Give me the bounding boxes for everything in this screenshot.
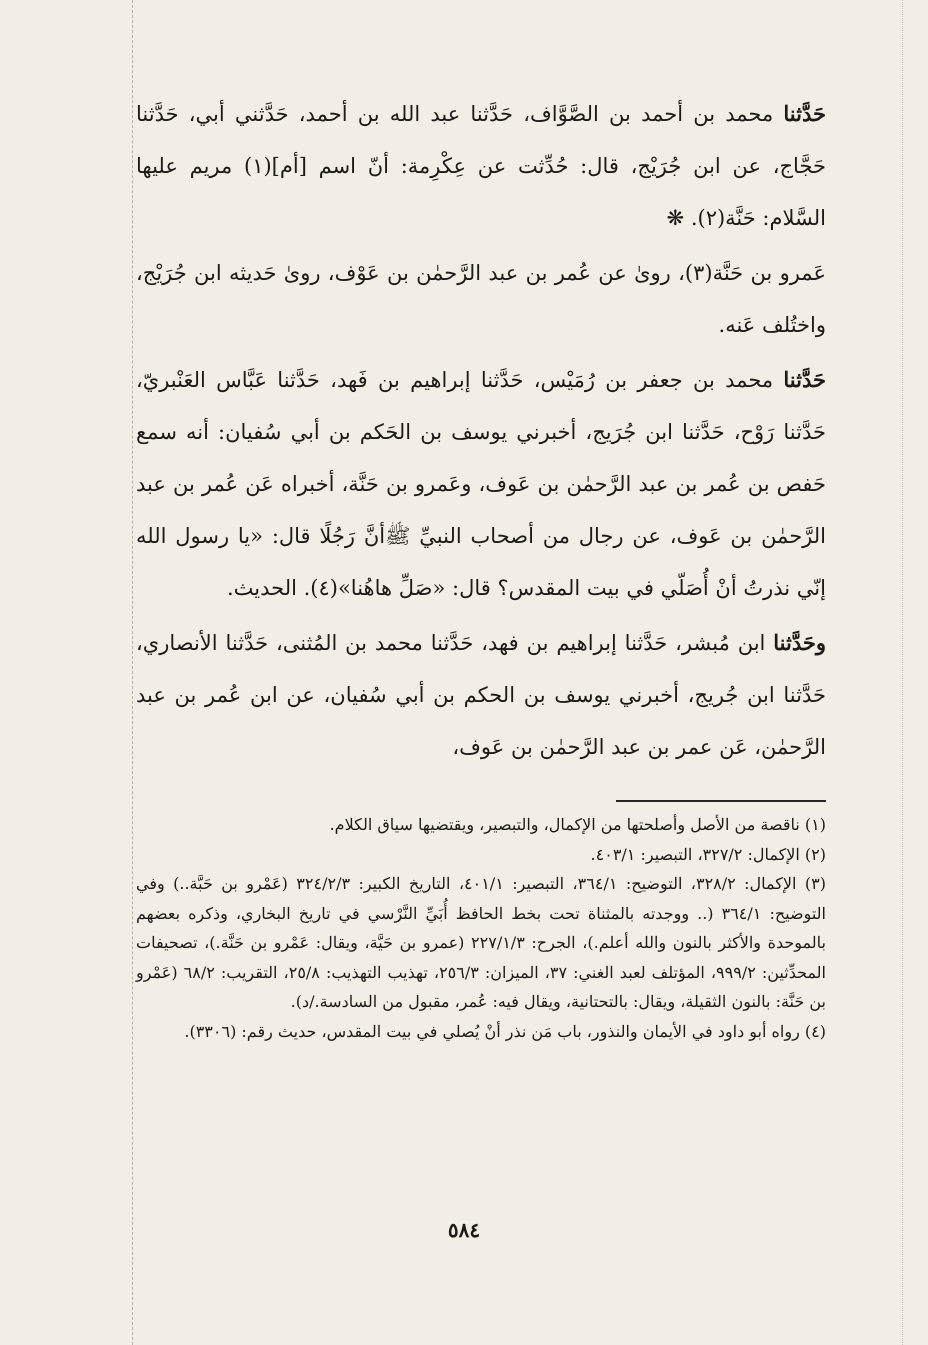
paragraph-3 [136, 354, 826, 614]
footnote-4-number: (٤) [804, 1021, 826, 1041]
footnote-1-text: ناقصة من الأصل وأصلحتها من الإكمال، والتبصير، ويقتضيها سياق الكلام. [329, 815, 800, 834]
paragraph-1 [136, 88, 826, 244]
footnote-4 [136, 1017, 826, 1047]
paragraph-3-lead: حَدَّثنا [783, 367, 826, 392]
footnote-1-number: (١) [804, 815, 826, 834]
footnotes [136, 810, 826, 1046]
paragraph-2-text: عَمرو بن حَنَّة(٣)، روىٰ عن عُمر بن عبد الرَّحمٰن بن عَوْف، روىٰ حَديثه ابن جُرَيْج، واختُلف عَنه. [136, 261, 826, 337]
paragraph-1-text: محمد بن أحمد بن الصَّوَّاف، حَدَّثنا عبد الله بن أحمد، حَدَّثني أبي، حَدَّثنا حَجَّاج، عن ابن جُرَيْج، قال: حُدِّثت عن عِكْرِمة: أنّ اسم [أم](١) مريم عليها السَّلام: حَنَّة(٢). ❋ [136, 102, 826, 230]
paragraph-4 [136, 617, 826, 773]
footnote-2 [136, 840, 826, 870]
footnote-1 [136, 810, 826, 840]
paragraph-4-lead: وحَدَّثنا [773, 630, 826, 655]
footnote-3-number: (٣) [804, 874, 827, 893]
footnote-3 [136, 869, 826, 1017]
scan-edge-left [132, 0, 133, 1345]
paragraph-4-text: ابن مُبشر، حَدَّثنا إبراهيم بن فهد، حَدَّثنا محمد بن المُثنى، حَدَّثنا الأنصاري، حَدَّثنا ابن جُريج، أخبرني يوسف بن الحكم بن أبي سُفيان، عن ابن عُمر بن عبد الرَّحمٰن، عَن عمر بن عبد الرَّحمٰن بن عَوف، [136, 631, 826, 759]
footnote-2-number: (٢) [804, 844, 826, 864]
footnote-3-text: الإكمال: ٣٢٨/٢، التوضيح: ٣٦٤/١، التبصير: ٤٠١/١، التاريخ الكبير: ٣٢٤/٢/٣ (عَمْرو بن حَبَّة..) وفي التوضيح: ٣٦٤/١ (.. ووجدته بالمثناة تحت بخط الحافظ أُبَيِّ النَّرْسي في تاريخ البخاري، وذكره بعضهم بالموحدة والأكثر بالنون والله أعلم.)، الجرح: ٢٢٧/١/٣ (عمرو بن حَيَّة، ويقال: عَمْرو بن حَنَّة.)، تصحيفات المحدِّثين: ٩٩٩/٢، المؤتلف لعبد الغني: ٣٧، الميزان: ٢٥٦/٣، تهذيب التهذيب: ٢٥/٨، التقريب: ٦٨/٢ (عَمْرو بن حَنَّة: بالنون الثقيلة، ويقال: بالتحتانية، ويقال فيه: عُمر، مقبول من السادسة./د). [136, 874, 826, 1011]
footnote-4-text: رواه أبو داود في الأيمان والنذور، باب مَن نذر أنْ يُصلي في بيت المقدس، حديث رقم: (٣٣٠٦). [184, 1021, 800, 1041]
page-number: ٥٨٤ [447, 1218, 481, 1242]
paragraph-3-text: محمد بن جعفر بن رُمَيْس، حَدَّثنا إبراهيم بن فَهد، حَدَّثنا عَبَّاس العَنْبريّ، حَدَّثنا رَوْح، حَدَّثنا ابن جُرَيج، أخبرني يوسف بن الحَكم بن أبي سُفيان: أنه سمع حَفص بن عُمر بن عبد الرَّحمٰن بن عَوف، وعَمرو بن حَنَّة، أخبراه عَن عُمر بن عبد الرَّحمٰن بن عَوف، عن رجال من أصحاب النبيِّ ﷺأنَّ رَجُلًا قال: «يا رسول الله إنّي نذرتُ أنْ أُصَلّي في بيت المقدس؟ قال: «صَلِّ هاهُنا»(٤). الحديث. [136, 368, 826, 600]
footnote-2-text: الإكمال: ٣٢٧/٢، التبصير: ٤٠٣/١. [590, 844, 800, 864]
main-text [136, 88, 826, 773]
paragraph-1-lead: حَدَّثنا [783, 101, 826, 126]
footnote-separator [616, 800, 826, 802]
paragraph-2 [136, 247, 826, 351]
scan-edge-right [902, 0, 903, 1345]
